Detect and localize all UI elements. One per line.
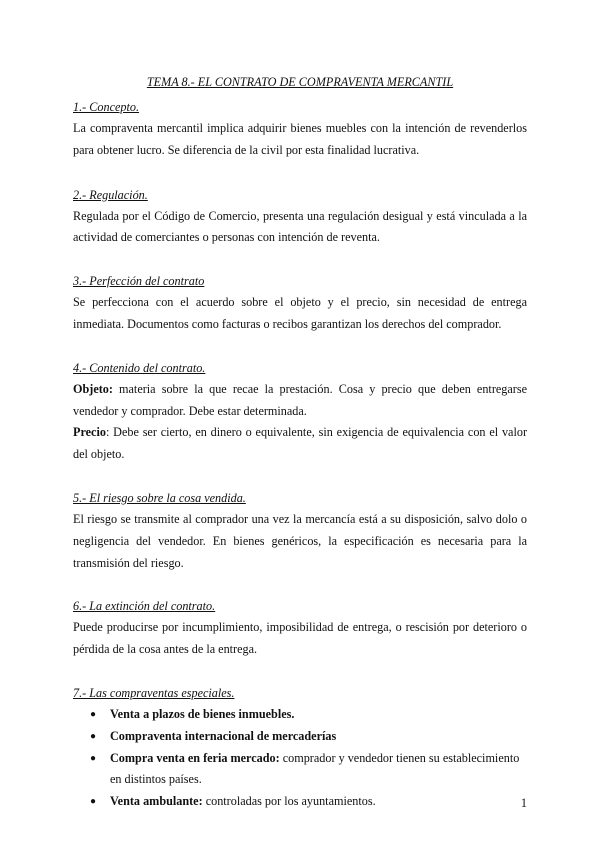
list-item-text: controladas por los ayuntamientos. <box>202 794 376 809</box>
objeto-label: Objeto: <box>73 381 113 396</box>
section-regulacion <box>73 184 527 250</box>
section-perfeccion <box>73 270 527 336</box>
bullet-icon: ● <box>90 752 97 764</box>
precio-label: Precio <box>73 425 106 440</box>
list-item-bold: Venta ambulante: <box>110 794 203 809</box>
list-item-bold: Venta a plazos de bienes inmuebles. <box>110 706 295 721</box>
section-text: La compraventa mercantil implica adquirir bienes muebles con la intención de revenderlos para obtener lucro. Se diferencia de la civil por esta finalidad lucrativa. <box>73 121 527 157</box>
bullet-icon: ● <box>90 708 97 720</box>
bullet-icon: ● <box>90 730 97 742</box>
list-item <box>90 704 527 726</box>
objeto-text: materia sobre la que recae la prestación. Cosa y precio que deben entregarse vendedor y comprador. Debe estar determinada. <box>73 381 527 418</box>
section-text: Puede producirse por incumplimiento, imposibilidad de entrega, o rescisión por deterioro o pérdida de la cosa antes de la entrega. <box>73 620 527 657</box>
section-extincion <box>73 595 527 661</box>
document-title: TEMA 8.- EL CONTRATO DE COMPRAVENTA MERCANTIL <box>146 75 454 89</box>
list-item-bold: Compra venta en feria mercado: <box>110 750 280 765</box>
list-item <box>90 791 527 813</box>
section-heading: 6.- La extinción del contrato. <box>73 599 216 614</box>
section-text: Se perfecciona con el acuerdo sobre el objeto y el precio, sin necesidad de entrega inmediata. Documentos como facturas o recibos garantizan los derechos del comprador. <box>73 295 527 331</box>
list-item-bold: Compraventa internacional de mercaderías <box>110 728 337 743</box>
section-contenido <box>73 357 527 466</box>
precio-paragraph <box>73 422 527 466</box>
section-heading: 4.- Contenido del contrato. <box>73 360 206 375</box>
precio-text: : Debe ser cierto, en dinero o equivalente, sin exigencia de equivalencia con el valor del objeto. <box>73 425 527 462</box>
list-item-text: comprador y vendedor tienen su establecimiento en distintos países. <box>110 750 520 787</box>
section-concepto <box>73 96 527 162</box>
section-heading: 1.- Concepto. <box>73 100 140 114</box>
list-item <box>90 726 527 748</box>
section-heading: 2.- Regulación. <box>73 187 148 202</box>
objeto-paragraph <box>73 379 527 423</box>
bullet-icon: ● <box>90 796 97 808</box>
section-heading: 7.- Las compraventas especiales. <box>73 685 235 700</box>
page-number: 1 <box>520 796 527 810</box>
section-compraventas-especiales <box>73 682 527 813</box>
section-text: El riesgo se transmite al comprador una vez la mercancía está a su disposición, salvo dolo o negligencia del vendedor. En bienes genéricos, la especificación es necesaria para la transmisión del riesgo. <box>73 511 527 570</box>
special-sales-list <box>73 704 527 813</box>
list-item <box>90 748 527 792</box>
section-text: Regulada por el Código de Comercio, presenta una regulación desigual y está vinculada a la actividad de comerciantes o personas con intención de reventa. <box>73 208 527 245</box>
section-riesgo <box>73 487 527 574</box>
section-heading: 5.- El riesgo sobre la cosa vendida. <box>73 490 246 505</box>
section-heading: 3.- Perfección del contrato <box>73 274 205 289</box>
